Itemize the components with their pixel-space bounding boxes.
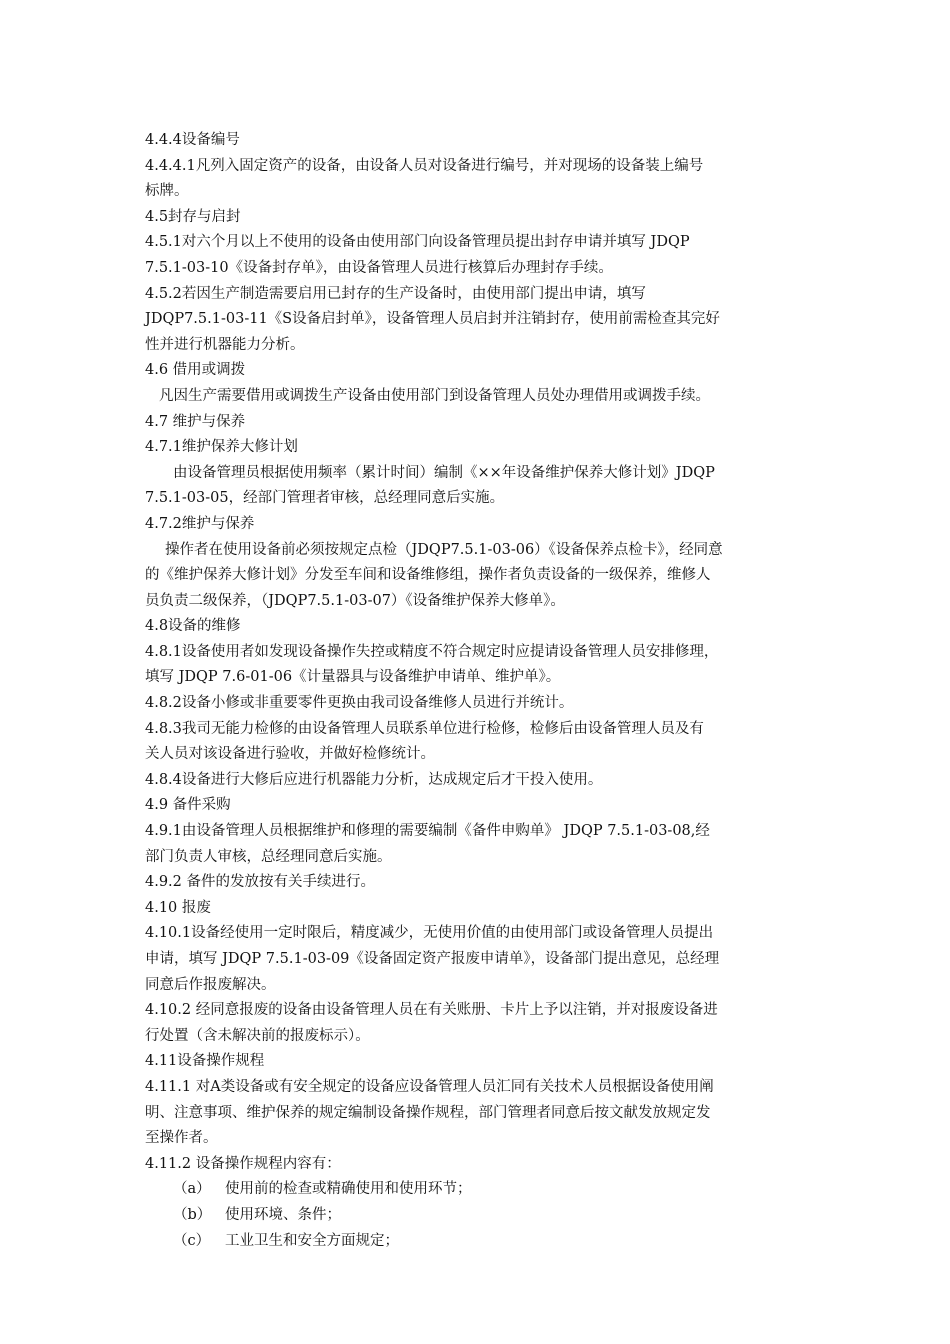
text-line: 操作者在使用设备前必须按规定点检（JDQP7.5.1-03-06）《设备保养点检卡》，经同意 [165, 541, 723, 558]
document-body [145, 128, 817, 1254]
text-line: 4.10.2 经同意报废的设备由设备管理人员在有关账册、卡片上予以注销，并对报废设备进 [145, 1002, 718, 1019]
text-line: 7.5.1-03-05，经部门管理者审核，总经理同意后实施。 [145, 490, 505, 507]
list-item [145, 1177, 817, 1203]
text-line: 部门负责人审核，总经理同意后实施。 [145, 848, 392, 865]
text-line: 4.11.1 对A类设备或有安全规定的设备应设备管理人员汇同有关技术人员根据设备使用阐 [145, 1078, 714, 1095]
text-line: 4.5.1对六个月以上不使用的设备由使用部门向设备管理员提出封存申请并填写 JDQP [145, 234, 690, 251]
text-line: 性并进行机器能力分析。 [145, 336, 305, 353]
text-line: 4.7 维护与保养 [145, 413, 246, 430]
text-line: 4.10.1设备经使用一定时限后，精度减少，无使用价值的由使用部门或设备管理人员提出 [145, 925, 714, 942]
text-line: 4.9 备件采购 [145, 797, 231, 814]
list-item-text: 工业卫生和安全方面规定； [225, 1232, 399, 1249]
text-line: 7.5.1-03-10《设备封存单》，由设备管理人员进行核算后办理封存手续。 [145, 259, 613, 276]
text-line: 行处置（含未解决前的报废标示）。 [145, 1027, 370, 1044]
text-line: 由设备管理员根据使用频率（累计时间）编制《××年设备维护保养大修计划》JDQP [173, 464, 715, 481]
text-line: 的《维护保养大修计划》分发至车间和设备维修组，操作者负责设备的一级保养，维修人 [145, 567, 711, 584]
text-line: 员负责二级保养，（JDQP7.5.1-03-07）《设备维护保养大修单》。 [145, 592, 565, 609]
text-line: 填写 JDQP 7.6-01-06《计量器具与设备维护申请单、维护单》。 [145, 669, 561, 686]
text-line: 同意后作报废解决。 [145, 976, 276, 993]
text-line: 4.4.4设备编号 [145, 132, 240, 148]
text-line: 至操作者。 [145, 1130, 218, 1147]
text-line: 4.11设备操作规程 [145, 1053, 265, 1070]
text-line: 4.10 报废 [145, 899, 211, 916]
text-line: 4.8.4设备进行大修后应进行机器能力分析，达成规定后才干投入使用。 [145, 771, 603, 788]
text-line: 4.6 借用或调拨 [145, 362, 246, 379]
text-line: 4.4.4.1凡列入固定资产的设备，由设备人员对设备进行编号，并对现场的设备装上编号 [145, 157, 704, 174]
text-line: 4.8.2设备小修或非重要零件更换由我司设备维修人员进行并统计。 [145, 695, 574, 712]
text-line: 明、注意事项、维护保养的规定编制设备操作规程，部门管理者同意后按文献发放规定发 [145, 1104, 711, 1121]
list-item-label: （b） [173, 1206, 212, 1223]
text-line: 标牌。 [145, 183, 189, 200]
list-item-label: （c） [173, 1232, 211, 1249]
text-line: 4.7.2维护与保养 [145, 515, 255, 532]
text-line: 4.8.1设备使用者如发现设备操作失控或精度不符合规定时应提请设备管理人员安排修理， [145, 643, 719, 660]
list-item-text: 使用前的检查或精确使用和使用环节； [225, 1181, 472, 1198]
list-item [145, 1229, 817, 1255]
list-item [145, 1203, 817, 1229]
text-line: 凡因生产需要借用或调拨生产设备由使用部门到设备管理人员处办理借用或调拨手续。 [159, 387, 710, 404]
text-line: 4.9.1由设备管理人员根据维护和修理的需要编制《备件申购单》 JDQP 7.5.1-03-08,经 [145, 823, 710, 840]
text-line: 4.5封存与启封 [145, 208, 241, 225]
text-line: 关人员对该设备进行验收，并做好检修统计。 [145, 746, 435, 763]
text-line: 4.11.2 设备操作规程内容有： [145, 1155, 341, 1172]
text-line: 4.9.2 备件的发放按有关手续进行。 [145, 874, 376, 891]
text-line: 4.7.1维护保养大修计划 [145, 439, 298, 456]
text-line: 4.8.3我司无能力检修的由设备管理人员联系单位进行检修，检修后由设备管理人员及有 [145, 720, 704, 737]
list-item-text: 使用环境、条件； [225, 1206, 341, 1223]
list-item-label: （a） [173, 1181, 211, 1198]
text-line: JDQP7.5.1-03-11《S设备启封单》，设备管理人员启封并注销封存，使用前需检查其完好 [145, 311, 720, 328]
text-line: 申请，填写 JDQP 7.5.1-03-09《设备固定资产报废申请单》，设备部门提出意见，总经理 [145, 951, 720, 967]
text-line: 4.8设备的维修 [145, 618, 241, 635]
text-line: 4.5.2若因生产制造需要启用已封存的生产设备时，由使用部门提出申请，填写 [145, 285, 646, 302]
